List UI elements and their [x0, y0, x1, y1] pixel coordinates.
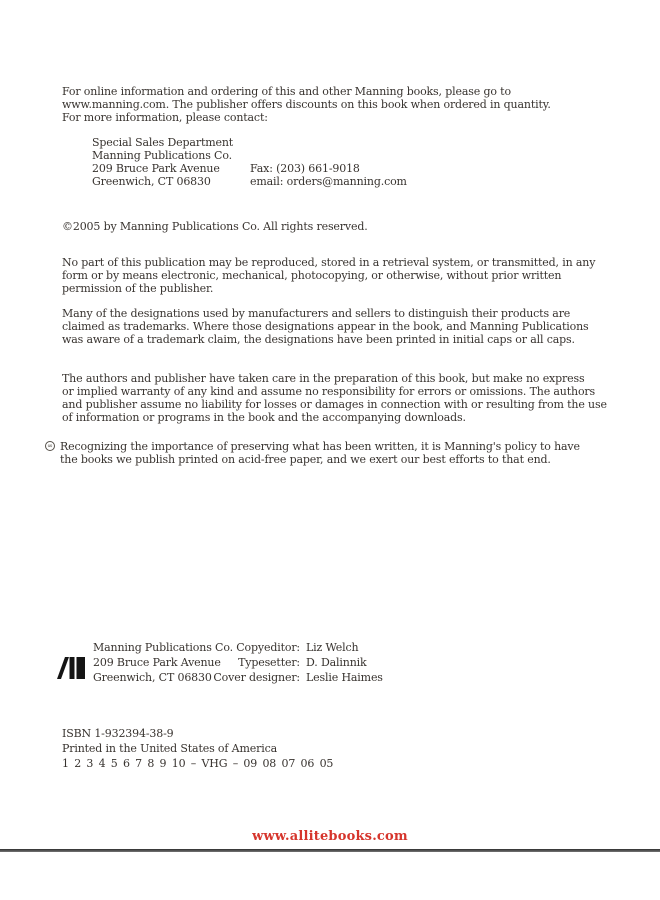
warranty-line: or implied warranty of any kind and assume no responsibility for errors or omissions. The authors — [62, 385, 596, 398]
credit-row — [150, 655, 383, 670]
trademark-line: was aware of a trademark claim, the designations have been printed in initial caps or all caps. — [62, 333, 575, 346]
colophon-address-line: Manning Publications Co. — [93, 641, 233, 654]
credit-row — [150, 640, 383, 655]
colophon-address-line: Greenwich, CT 06830 — [93, 671, 212, 684]
isbn-line: ISBN 1-932394-38-9 — [62, 727, 174, 740]
contact-address-line: Special Sales Department — [92, 136, 234, 149]
intro-line: For more information, please contact: — [62, 111, 268, 124]
colophon-address-line: 209 Bruce Park Avenue — [93, 656, 221, 669]
fax-line: Fax: (203) 661-9018 — [250, 162, 360, 175]
contact-fax-email-block — [250, 162, 407, 188]
warranty-line: of information or programs in the book and the accompanying downloads. — [62, 411, 466, 424]
contact-address-line: Manning Publications Co. — [92, 149, 232, 162]
printed-in-line: Printed in the United States of America — [62, 742, 277, 755]
rights-paragraph — [62, 256, 595, 295]
credit-label: Typesetter: — [238, 656, 300, 669]
copyright-line: ©2005 by Manning Publications Co. All rights reserved. — [62, 220, 368, 233]
credit-value: Liz Welch — [306, 641, 359, 654]
credit-value: D. Dalinnik — [306, 656, 367, 669]
credit-value: Leslie Haimes — [306, 671, 383, 684]
infinity-glyph: ∞ — [47, 441, 53, 450]
manning-logo-glyph — [57, 657, 85, 679]
footer-rule — [0, 849, 660, 852]
rights-line: form or by means electronic, mechanical, photocopying, or otherwise, without prior written — [62, 269, 562, 282]
isbn-block — [62, 726, 333, 771]
warranty-paragraph — [62, 372, 607, 424]
contact-address-line: 209 Bruce Park Avenue — [92, 162, 220, 175]
manning-logo — [57, 657, 85, 679]
credit-label: Cover designer: — [213, 671, 300, 684]
rights-line: No part of this publication may be reproduced, stored in a retrieval system, or transmitted, in any — [62, 256, 596, 269]
trademark-line: claimed as trademarks. Where those designations appear in the book, and Manning Publications — [62, 320, 589, 333]
acid-free-paper-icon — [45, 441, 55, 451]
email-line: email: orders@manning.com — [250, 175, 407, 188]
credit-label: Copyeditor: — [236, 641, 300, 654]
rights-line: permission of the publisher. — [62, 282, 214, 295]
intro-paragraph — [62, 85, 551, 124]
warranty-line: and publisher assume no liability for losses or damages in connection with or resulting from the use — [62, 398, 607, 411]
trademark-paragraph — [62, 307, 589, 346]
printing-numbers-line: 1 2 3 4 5 6 7 8 9 10 – VHG – 09 08 07 06 05 — [62, 757, 334, 770]
allitebooks-link[interactable]: www.allitebooks.com — [252, 829, 408, 844]
intro-line: For online information and ordering of this and other Manning books, please go to — [62, 85, 511, 98]
acid-free-line: the books we publish printed on acid-free paper, and we exert our best efforts to that end. — [60, 453, 551, 466]
contact-address-line: Greenwich, CT 06830 — [92, 175, 211, 188]
contact-address-block — [92, 136, 233, 188]
trademark-line: Many of the designations used by manufacturers and sellers to distinguish their products are — [62, 307, 571, 320]
warranty-line: The authors and publisher have taken care in the preparation of this book, but make no express — [62, 372, 585, 385]
colophon-credits-block — [150, 640, 383, 685]
intro-line: www.manning.com. The publisher offers discounts on this book when ordered in quantity. — [62, 98, 551, 111]
acid-free-line: Recognizing the importance of preserving what has been written, it is Manning's policy to have — [60, 440, 580, 453]
acid-free-paragraph — [60, 440, 580, 466]
credit-row — [150, 670, 383, 685]
